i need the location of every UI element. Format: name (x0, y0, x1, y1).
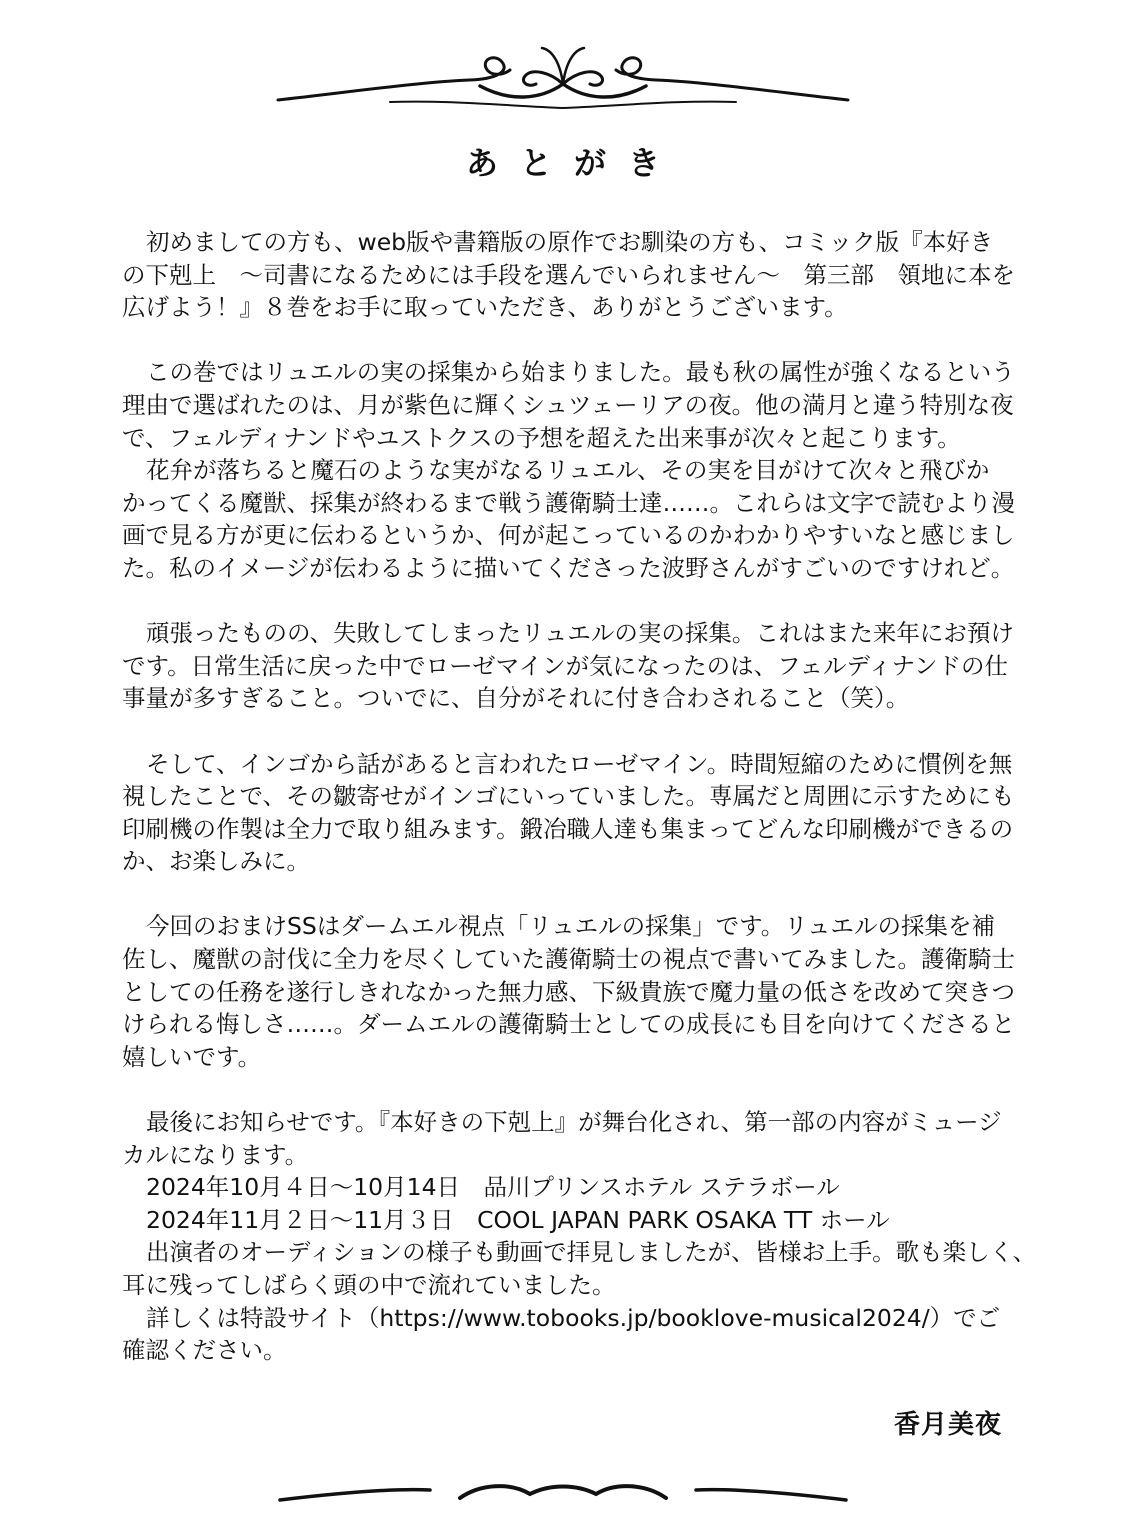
afterword-body (122, 226, 1037, 1367)
paragraph (122, 910, 1015, 1073)
text-line: で、フェルディナンドやユストクスの予想を超えた出来事が次々と起こります。 (122, 423, 961, 452)
event-date-line: 2024年11月２日～11月３日 COOL JAPAN PARK OSAKA TT ホール (146, 1205, 890, 1234)
top-flourish-ornament (270, 42, 856, 112)
text-line: 今回のおまけSSはダームエル視点「リュエルの採集」です。リュエルの採集を補 (146, 912, 996, 941)
text-line: そして、インゴから話があると言われたローゼマイン。時間短縮のために慣例を無 (146, 749, 1013, 778)
bottom-flourish-ornament (270, 1480, 856, 1520)
text-line: 佐し、魔獣の討伐に全力を尽くしていた護衛騎士の視点で書いてみました。護衛騎士 (122, 945, 1015, 974)
text-line: 印刷機の作製は全力で取り組みます。鍛冶職人達も集まってどんな印刷機ができるの (122, 814, 1014, 843)
paragraph (122, 226, 1015, 324)
text-line: 頑張ったものの、失敗してしまったリュエルの実の採集。これはまた来年にお預け (146, 619, 1014, 648)
paragraph (122, 356, 1015, 584)
text-line: 耳に残ってしばらく頭の中で流れていました。 (122, 1271, 616, 1299)
paragraph (122, 617, 1014, 715)
text-line: 初めましての方も、web版や書籍版の原作でお馴染の方も、コミック版『本好き (146, 228, 994, 256)
text-line: 最後にお知らせです。『本好きの下剋上』が舞台化され、第一部の内容がミュージ (146, 1108, 1002, 1137)
text-line: かってくる魔獣、採集が終わるまで戦う護衛騎士達……。これらは文字で読むより漫 (122, 488, 1015, 517)
text-line: 事量が多すぎること。ついでに、自分がそれに付き合わされること（笑）。 (122, 684, 910, 713)
text-line: カルになります。 (122, 1140, 309, 1169)
text-line: としての任務を遂行しきれなかった無力感、下級貴族で魔力量の低さを改めて突きつ (122, 977, 1015, 1006)
paragraph (122, 748, 1015, 878)
text-line: 花弁が落ちると魔石のような実がなるリュエル、その実を目がけて次々と飛びか (146, 456, 990, 485)
paragraph (122, 1106, 1037, 1367)
text-line: です。日常生活に戻った中でローゼマインが気になったのは、フェルディナンドの仕 (122, 651, 1008, 680)
author-signature: 香月美夜 (893, 1410, 1002, 1440)
text-line: た。私のイメージが伝わるように描いてくださった波野さんがすごいのですけれど。 (122, 553, 1015, 582)
page-title: あとがき (465, 144, 682, 182)
text-line: 出演者のオーディションの様子も動画で拝見しましたが、皆様お上手。歌も楽しく、 (146, 1238, 1037, 1267)
text-line: 視したことで、その皺寄せがインゴにいっていました。専属だと周囲に示すためにも (122, 782, 1015, 811)
text-line: 画で見る方が更に伝わるというか、何が起こっているのかわかりやすいなと感じまし (122, 521, 1015, 550)
text-line: 確認ください。 (122, 1336, 287, 1365)
text-line: 嬉しいです。 (122, 1042, 262, 1071)
text-line: か、お楽しみに。 (122, 847, 310, 876)
text-line: 詳しくは特設サイト（https://www.tobooks.jp/booklove-musical2024/）でご (146, 1303, 1001, 1332)
text-line: けられる悔しさ……。ダームエルの護衛騎士としての成長にも目を向けてくださると (122, 1010, 1015, 1039)
text-line: 広げよう！』８巻をお手に取っていただき、ありがとうございます。 (122, 293, 848, 322)
text-line: 理由で選ばれたのは、月が紫色に輝くシュツェーリアの夜。他の満月と違う特別な夜 (122, 390, 1014, 419)
text-line: この巻ではリュエルの実の採集から始まりました。最も秋の属性が強くなるという (146, 358, 1015, 387)
text-line: の下剋上 ～司書になるためには手段を選んでいられません～ 第三部 領地に本を (122, 260, 1015, 289)
event-date-line: 2024年10月４日～10月14日 品川プリンスホテル ステラボール (146, 1173, 840, 1202)
